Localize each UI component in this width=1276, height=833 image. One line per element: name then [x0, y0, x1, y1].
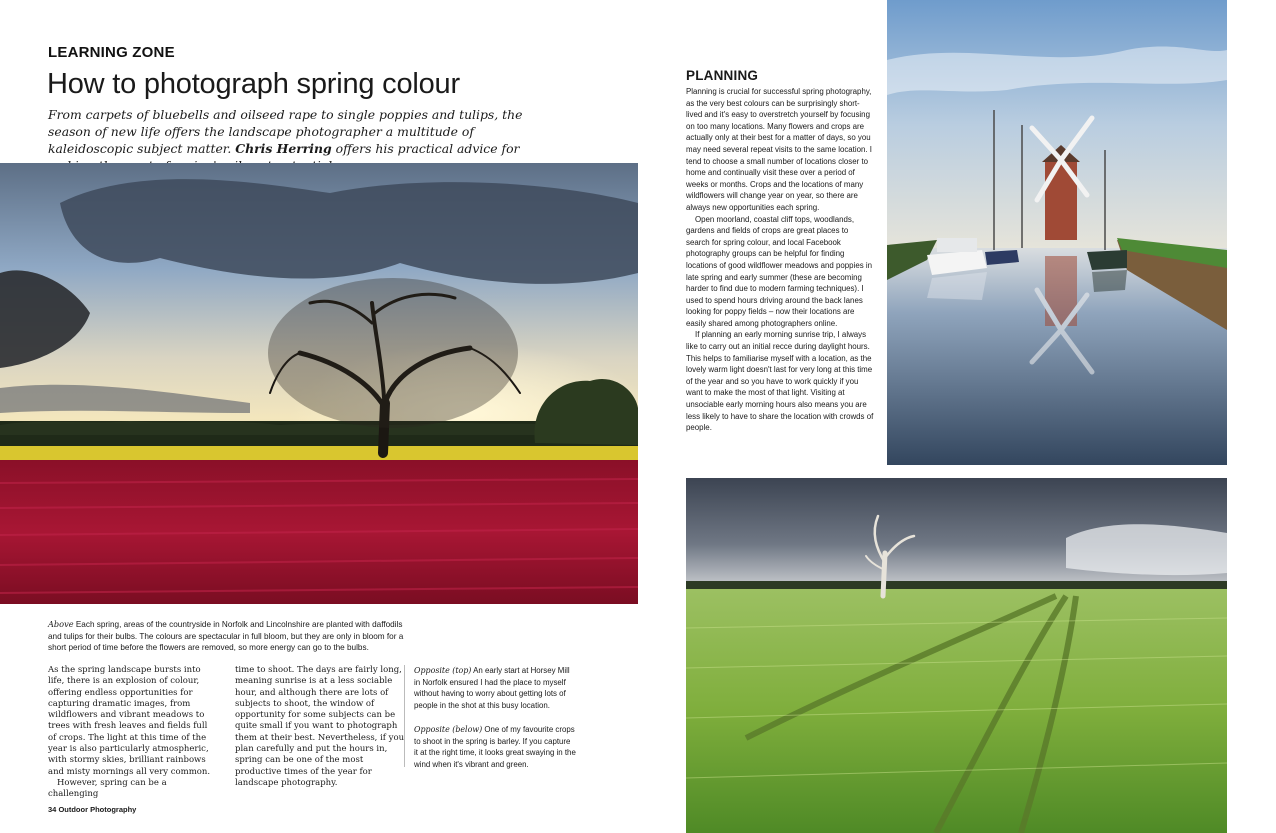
body-column-1	[48, 665, 218, 801]
folio	[48, 805, 136, 814]
tulip-field-photo	[0, 163, 638, 604]
body-column-2	[235, 665, 405, 789]
section-heading-planning: PLANNING	[686, 68, 759, 83]
caption-below	[414, 724, 576, 771]
caption-top-text: An early start at Horsey Mill in Norfolk ensured I had the place to myself without having to worry about getting lots of people in the shot at this busy location.	[414, 666, 570, 711]
caption-main	[48, 619, 408, 654]
body-paragraph: If planning an early morning sunrise trip, I always like to carry out an initial recce during daylight hours. This helps to familiarise myself with a location, as the lovely warm light doesn't last for very long at this time of the year and so you have to work quickly if you want to make the most of that light. Visiting at unsociable early morning hours also means you are less likely to have to share the location with crowds of people.	[686, 330, 874, 433]
body-paragraph: time to shoot. The days are fairly long, meaning sunrise is at a less sociable hour, and although there are lots of subjects to shoot, the window of opportunity for some subjects can be quite small if you want to photograph them at their best. Nevertheless, if you plan carefully and put the hours in, spring can be one of the most productive times of the year for landscape photography.	[235, 665, 405, 788]
barley-field-photo	[686, 478, 1227, 833]
standfirst-text-end: offers his practical advice for	[335, 141, 520, 156]
author-name: Chris Herring	[235, 141, 332, 156]
caption-main-text: Each spring, areas of the countryside in Norfolk and Lincolnshire are planted with daffodils and tulips for their bulbs. The colours are spectacular in full bloom, but they are only in bloom for a short period of time before the flowers are removed, so more energy can go to the bulbs.	[48, 620, 404, 652]
caption-below-label: Opposite (below)	[414, 724, 483, 734]
caption-main-label: Above	[48, 619, 74, 629]
planning-column	[686, 86, 874, 434]
publication-name: Outdoor Photography	[58, 805, 137, 814]
body-paragraph: Planning is crucial for successful spring photography, as the very best colours can be surprisingly short-lived and it's easy to overstretch yourself by focusing on too many locations. Many flowers and crops are actually only at their best for a matter of days, so you may need several repeat visits to the same location. I tend to choose a small number of locations closer to home and continually visit these over a period of weeks or months. Crops and the locations of many wildflowers will change year on year, so there are always new opportunities each spring.	[686, 87, 872, 212]
caption-below-text: One of my favourite crops to shoot in the spring is barley. If you capture it at the right time, it looks great swaying in the wind when it's vibrant and green.	[414, 724, 576, 769]
section-kicker: LEARNING ZONE	[48, 44, 175, 61]
caption-top	[414, 665, 576, 712]
column-divider	[404, 665, 405, 767]
standfirst-text: From carpets of bluebells and oilseed rape to single poppies and tulips, the season of new life offers the landscape photographer a multitude of kaleidoscopic subject matter.	[48, 107, 523, 156]
page-number: 34	[48, 805, 57, 814]
body-paragraph: As the spring landscape bursts into life, there is an explosion of colour, offering endless opportunities for capturing dramatic images, from wildflowers and vibrant meadows to trees with fresh leaves and fields full of crops. The light at this time of the year is also particularly atmospheric, with stormy skies, brilliant rainbows and misty mornings all very common.	[48, 665, 211, 777]
body-paragraph: Open moorland, coastal cliff tops, woodlands, gardens and fields of crops are great places to search for spring colour, and local Facebook photography groups can be helpful for finding locations of good wildflower meadows and poppies in late spring and early summer (these are becoming harder to find due to modern farming techniques). I used to spend hours driving around the back lanes looking for poppy fields – now their locations are easily shared among photographers online.	[686, 214, 872, 328]
tree-canopy	[268, 278, 518, 428]
body-paragraph: However, spring can be a challenging	[48, 777, 167, 800]
bright-cloud	[1066, 524, 1227, 575]
article-title: How to photograph spring colour	[47, 68, 460, 100]
caption-top-label: Opposite (top)	[414, 666, 472, 675]
windmill-photo	[887, 0, 1227, 465]
yellow-strip	[0, 446, 638, 462]
opposite-captions	[414, 665, 576, 783]
